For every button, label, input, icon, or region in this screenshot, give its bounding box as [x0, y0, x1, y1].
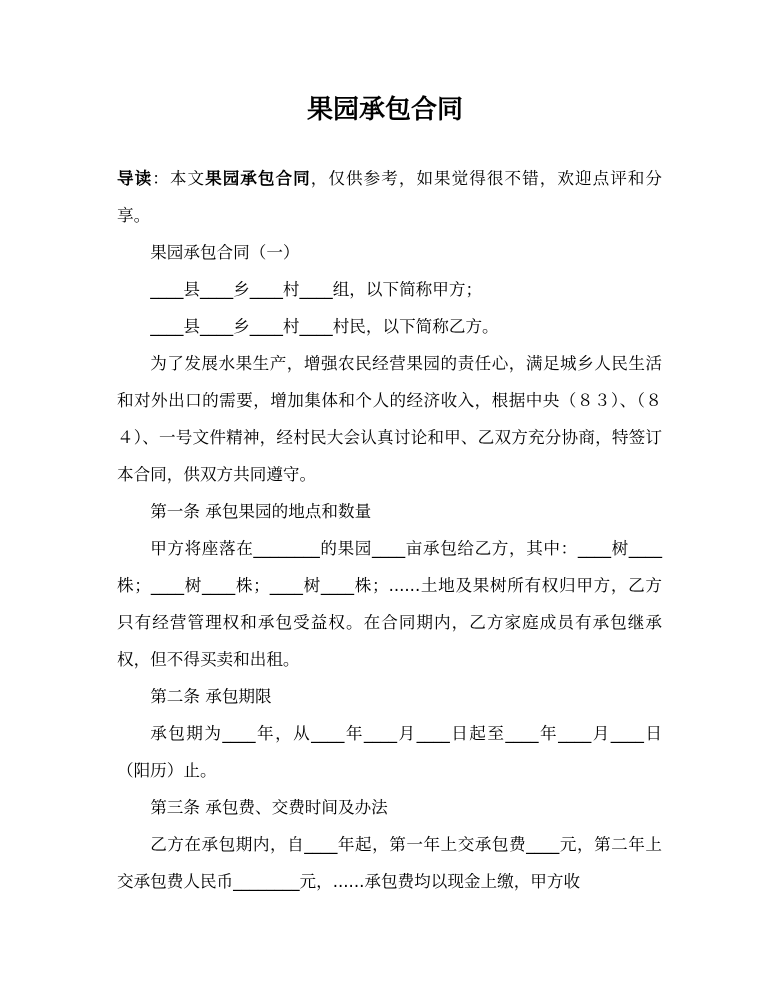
document-body [117, 160, 662, 900]
party-a-line: ____县____乡____村____组，以下简称甲方； [150, 280, 483, 299]
document-title: 果园承包合同 [306, 95, 463, 125]
intro-label: 导读 [117, 169, 153, 188]
intro-colon: ：本文 [152, 169, 206, 188]
intro-bold-title: 果园承包合同 [205, 169, 311, 188]
contract-subtitle: 果园承包合同（一） [150, 243, 300, 262]
article-3-body: 乙方在承包期内，自____年起，第一年上交承包费____元，第二年上交承包费人民币________元，......承包费均以现金上缴，甲方收 [117, 835, 662, 891]
intro-rest: ，仅供参考，如果觉得很不错，欢迎点评和分享。 [117, 169, 663, 225]
article-1-body: 甲方将座落在________的果园____亩承包给乙方，其中：____树____株；____树____株；____树____株；......土地及果树所有权归甲方，乙方只有经营管理权和承包受益权。在合同期内，乙方家庭成员有承包继承权，但不得买卖和出租。 [117, 539, 662, 669]
party-b-line: ____县____乡____村____村民，以下简称乙方。 [150, 317, 499, 336]
article-3-heading: 第三条 承包费、交费时间及办法 [150, 798, 388, 817]
preamble-paragraph: 为了发展水果生产，增强农民经营果园的责任心，满足城乡人民生活和对外出口的需要，增加集体和个人的经济收入，根据中央（８３）、（８４）、一号文件精神，经村民大会认真讨论和甲、乙双方充分协商，特签订本合同，供双方共同遵守。 [117, 354, 662, 484]
intro-paragraph [117, 160, 662, 234]
article-2-body: 承包期为____年，从____年____月____日起至____年____月____日（阳历）止。 [117, 724, 662, 780]
article-1-heading: 第一条 承包果园的地点和数量 [150, 502, 372, 521]
article-2-heading: 第二条 承包期限 [150, 687, 272, 706]
